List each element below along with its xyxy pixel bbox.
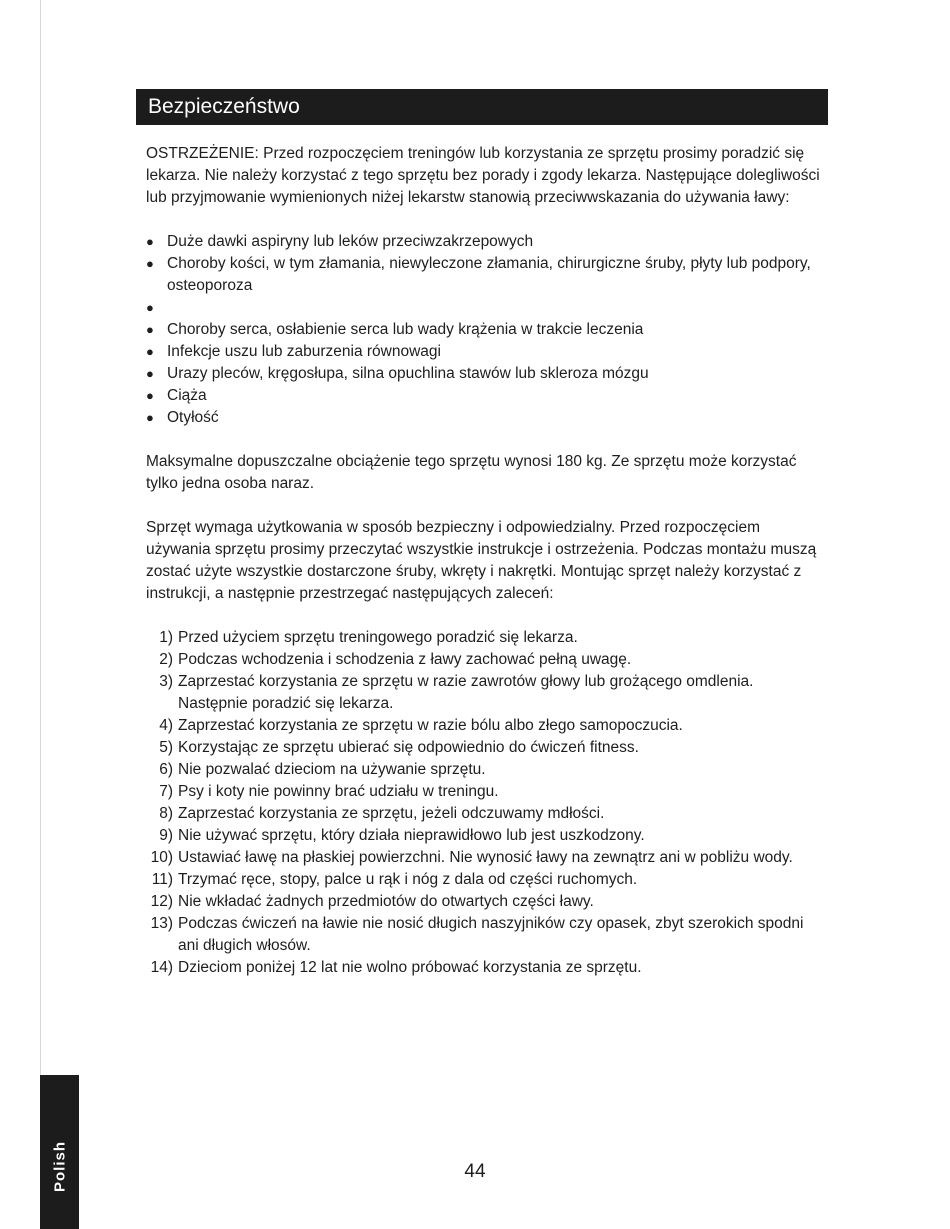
rule-number: 11) <box>151 871 173 888</box>
contraindication-item <box>146 253 826 297</box>
rule-number: 10) <box>150 849 173 866</box>
safety-rule-item <box>146 869 826 891</box>
language-tab-label: Polish <box>51 1140 68 1193</box>
contraindication-item <box>146 341 826 363</box>
contraindication-text: Choroby serca, osłabienie serca lub wady krążenia w trakcie leczenia <box>167 321 644 338</box>
safety-rule-item <box>146 781 826 803</box>
rule-number: 9) <box>159 827 173 844</box>
max-load-paragraph: Maksymalne dopuszczalne obciążenie tego sprzętu wynosi 180 kg. Ze sprzętu może korzystać tylko jedna osoba naraz. <box>146 453 797 492</box>
bullet-icon: ● <box>146 366 154 381</box>
safety-rule-item <box>146 715 826 737</box>
safety-rule-item <box>146 803 826 825</box>
bullet-icon: ● <box>146 388 154 403</box>
safety-rule-item <box>146 649 826 671</box>
rule-text: Przed użyciem sprzętu treningowego poradzić się lekarza. <box>178 629 578 646</box>
contraindication-item <box>146 363 826 385</box>
rule-text: Podczas ćwiczeń na ławie nie nosić długich naszyjników czy opasek, zbyt szerokich spodni ani długich włosów. <box>178 915 804 954</box>
rule-text: Zaprzestać korzystania ze sprzętu w razie zawrotów głowy lub grożącego omdlenia. Następnie poradzić się lekarza. <box>178 673 754 712</box>
rule-number: 7) <box>159 783 173 800</box>
rule-number: 6) <box>159 761 173 778</box>
bullet-icon: ● <box>146 300 154 315</box>
safety-rule-item <box>146 671 826 715</box>
contraindication-text: Otyłość <box>167 409 219 426</box>
rule-text: Nie wkładać żadnych przedmiotów do otwartych części ławy. <box>178 893 594 910</box>
rule-text: Zaprzestać korzystania ze sprzętu w razie bólu albo złego samopoczucia. <box>178 717 683 734</box>
bullet-icon: ● <box>146 256 154 271</box>
rule-text: Ustawiać ławę na płaskiej powierzchni. Nie wynosić ławy na zewnątrz ani w pobliżu wody. <box>178 849 793 866</box>
rule-text: Korzystając ze sprzętu ubierać się odpowiednio do ćwiczeń fitness. <box>178 739 639 756</box>
rule-text: Zaprzestać korzystania ze sprzętu, jeżeli odczuwamy mdłości. <box>178 805 605 822</box>
rule-text: Nie używać sprzętu, który działa nieprawidłowo lub jest uszkodzony. <box>178 827 645 844</box>
language-tab <box>40 1075 79 1229</box>
bullet-icon: ● <box>146 344 154 359</box>
rule-text: Nie pozwalać dzieciom na używanie sprzętu. <box>178 761 486 778</box>
rule-number: 14) <box>150 959 173 976</box>
rule-number: 13) <box>150 915 173 932</box>
safety-rule-item <box>146 891 826 913</box>
safety-rule-item <box>146 737 826 759</box>
rule-text: Psy i koty nie powinny brać udziału w treningu. <box>178 783 499 800</box>
contraindication-text: Choroby kości, w tym złamania, niewyleczone złamania, chirurgiczne śruby, płyty lub podpory, osteoporoza <box>167 255 811 294</box>
section-title: Bezpieczeństwo <box>148 95 300 118</box>
rule-number: 3) <box>159 673 173 690</box>
rule-text: Trzymać ręce, stopy, palce u rąk i nóg z dala od części ruchomych. <box>178 871 638 888</box>
page-margin-line <box>40 0 41 1229</box>
bullet-icon: ● <box>146 322 154 337</box>
rule-number: 12) <box>150 893 173 910</box>
rule-text: Podczas wchodzenia i schodzenia z ławy zachować pełną uwagę. <box>178 651 632 668</box>
bullet-icon: ● <box>146 410 154 425</box>
contraindication-text: Urazy pleców, kręgosłupa, silna opuchlina stawów lub skleroza mózgu <box>167 365 649 382</box>
warning-paragraph: OSTRZEŻENIE: Przed rozpoczęciem treningów lub korzystania ze sprzętu prosimy poradzić się lekarza. Nie należy korzystać z tego sprzętu bez porady i zgody lekarza. Następujące dolegliwości lub przyjmowanie wymienionych niżej lekarstw stanowią przeciwwskazania do używania ławy: <box>146 145 820 206</box>
rule-number: 4) <box>159 717 173 734</box>
safety-rule-item <box>146 759 826 781</box>
contraindication-item <box>146 319 826 341</box>
safety-rule-item <box>146 957 826 979</box>
contraindication-item <box>146 231 826 253</box>
contraindication-text: Ciąża <box>167 387 207 404</box>
contraindications-list <box>146 231 826 429</box>
rule-number: 8) <box>159 805 173 822</box>
contraindication-item <box>146 385 826 407</box>
page-content <box>146 143 826 979</box>
section-title-bar <box>136 89 828 125</box>
safety-rule-item <box>146 825 826 847</box>
page-number: 44 <box>464 1161 486 1182</box>
contraindication-text: Duże dawki aspiryny lub leków przeciwzakrzepowych <box>167 233 534 250</box>
usage-intro-paragraph: Sprzęt wymaga użytkowania w sposób bezpieczny i odpowiedzialny. Przed rozpoczęciem używania sprzętu prosimy przeczytać wszystkie instrukcje i ostrzeżenia. Podczas montażu muszą zostać użyte wszystkie dostarczone śruby, wkręty i nakrętki. Montując sprzęt należy korzystać z instrukcji, a następnie przestrzegać następujących zaleceń: <box>146 519 817 602</box>
safety-rule-item <box>146 627 826 649</box>
bullet-icon: ● <box>146 234 154 249</box>
contraindication-item <box>146 407 826 429</box>
rule-text: Dzieciom poniżej 12 lat nie wolno próbować korzystania ze sprzętu. <box>178 959 642 976</box>
contraindication-text: Infekcje uszu lub zaburzenia równowagi <box>167 343 441 360</box>
safety-rules-list <box>146 627 826 979</box>
safety-rule-item <box>146 913 826 957</box>
rule-number: 5) <box>159 739 173 756</box>
rule-number: 1) <box>159 629 173 646</box>
safety-rule-item <box>146 847 826 869</box>
contraindication-item <box>146 297 826 319</box>
rule-number: 2) <box>159 651 173 668</box>
